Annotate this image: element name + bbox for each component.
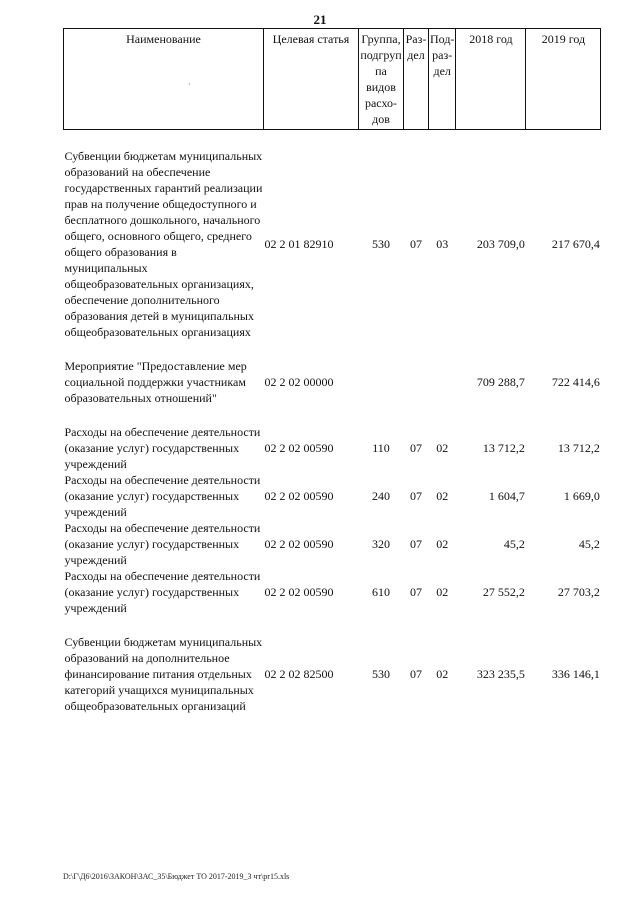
row-2018: 203 709,0 — [476, 237, 525, 251]
row-2019: 217 670,4 — [551, 237, 600, 251]
row-2018: 27 552,2 — [482, 585, 525, 599]
scan-mark: · — [188, 80, 191, 89]
row-subsection: 02 — [436, 667, 449, 681]
table-row — [64, 424, 601, 472]
header-2019: 2019 год — [526, 29, 601, 130]
budget-table — [63, 28, 601, 714]
row-2019: 27 703,2 — [557, 585, 600, 599]
row-section: 07 — [410, 441, 422, 455]
row-subsection: 03 — [436, 237, 449, 251]
row-2018: 323 235,5 — [476, 667, 525, 681]
row-code: 02 2 02 00590 — [264, 441, 334, 455]
row-code: 02 2 02 00590 — [264, 489, 334, 503]
row-section: 07 — [410, 237, 422, 251]
row-name: Расходы на обеспечение деятельности (оказание услуг) государственных учреждений — [64, 521, 261, 567]
header-name: Наименование — [64, 29, 264, 130]
row-code: 02 2 02 00590 — [264, 585, 334, 599]
row-name: Мероприятие "Предоставление мер социальной поддержки участникам образовательных отношений" — [64, 359, 247, 405]
row-code: 02 2 02 00000 — [264, 375, 334, 389]
header-subsection: Под- раз- дел — [429, 29, 456, 130]
row-code: 02 2 02 82500 — [264, 667, 334, 681]
row-group: 530 — [372, 237, 390, 251]
row-group — [359, 358, 404, 406]
table-row — [64, 358, 601, 406]
page-number: 21 — [313, 12, 327, 27]
row-2019: 13 712,2 — [557, 441, 600, 455]
row-group: 320 — [372, 537, 390, 551]
row-section: 07 — [410, 489, 422, 503]
table-spacer — [64, 340, 601, 358]
header-section: Раз- дел — [404, 29, 429, 130]
footer-file-path: D:\Г\Д6\2016\ЗАКОН\ЗАС_35\Бюджет ТО 2017-2019_3 чт\pr15.xls — [63, 872, 290, 881]
header-group: Группа, подгруп па видов расхо- дов — [359, 29, 404, 130]
table-spacer — [64, 406, 601, 424]
header-row — [64, 29, 601, 130]
header-2018: 2018 год — [456, 29, 526, 130]
table-row — [64, 472, 601, 520]
table-row — [64, 568, 601, 616]
row-2018: 709 288,7 — [476, 375, 525, 389]
row-subsection: 02 — [436, 489, 449, 503]
row-2018: 45,2 — [503, 537, 525, 551]
row-code: 02 2 01 82910 — [264, 237, 334, 251]
row-subsection — [429, 358, 456, 406]
row-2019: 45,2 — [578, 537, 600, 551]
row-section: 07 — [410, 667, 422, 681]
row-2018: 13 712,2 — [482, 441, 525, 455]
row-2019: 336 146,1 — [551, 667, 600, 681]
row-subsection: 02 — [436, 537, 449, 551]
row-name: Расходы на обеспечение деятельности (оказание услуг) государственных учреждений — [64, 425, 261, 471]
row-name: Расходы на обеспечение деятельности (оказание услуг) государственных учреждений — [64, 569, 261, 615]
header-target: Целевая статья — [264, 29, 359, 130]
row-2019: 1 669,0 — [563, 489, 600, 503]
row-2019: 722 414,6 — [551, 375, 600, 389]
table-row — [64, 148, 601, 340]
row-section: 07 — [410, 537, 422, 551]
row-group: 530 — [372, 667, 390, 681]
row-group: 240 — [372, 489, 390, 503]
row-group: 610 — [372, 585, 390, 599]
row-section — [404, 358, 429, 406]
table-row — [64, 520, 601, 568]
table-spacer — [64, 616, 601, 634]
row-code: 02 2 02 00590 — [264, 537, 334, 551]
table-row — [64, 634, 601, 714]
row-subsection: 02 — [436, 585, 449, 599]
row-group: 110 — [372, 441, 390, 455]
table-spacer — [64, 130, 601, 149]
row-name: Субвенции бюджетам муниципальных образований на дополнительное финансирование питания отдельных категорий учащихся муниципальных общеобразовательных организаций — [64, 635, 263, 713]
row-name: Расходы на обеспечение деятельности (оказание услуг) государственных учреждений — [64, 473, 261, 519]
row-name: Субвенции бюджетам муниципальных образований на обеспечение государственных гарантий реализации прав на получение общедоступного и бесплатного дошкольного, начального общего, основного общего, среднего общего образования в муниципальных общеобразовательных организациях, обеспечение дополнительного образования детей в муниципальных общеобразовательных организациях — [64, 149, 263, 339]
row-section: 07 — [410, 585, 422, 599]
row-subsection: 02 — [436, 441, 449, 455]
row-2018: 1 604,7 — [488, 489, 525, 503]
